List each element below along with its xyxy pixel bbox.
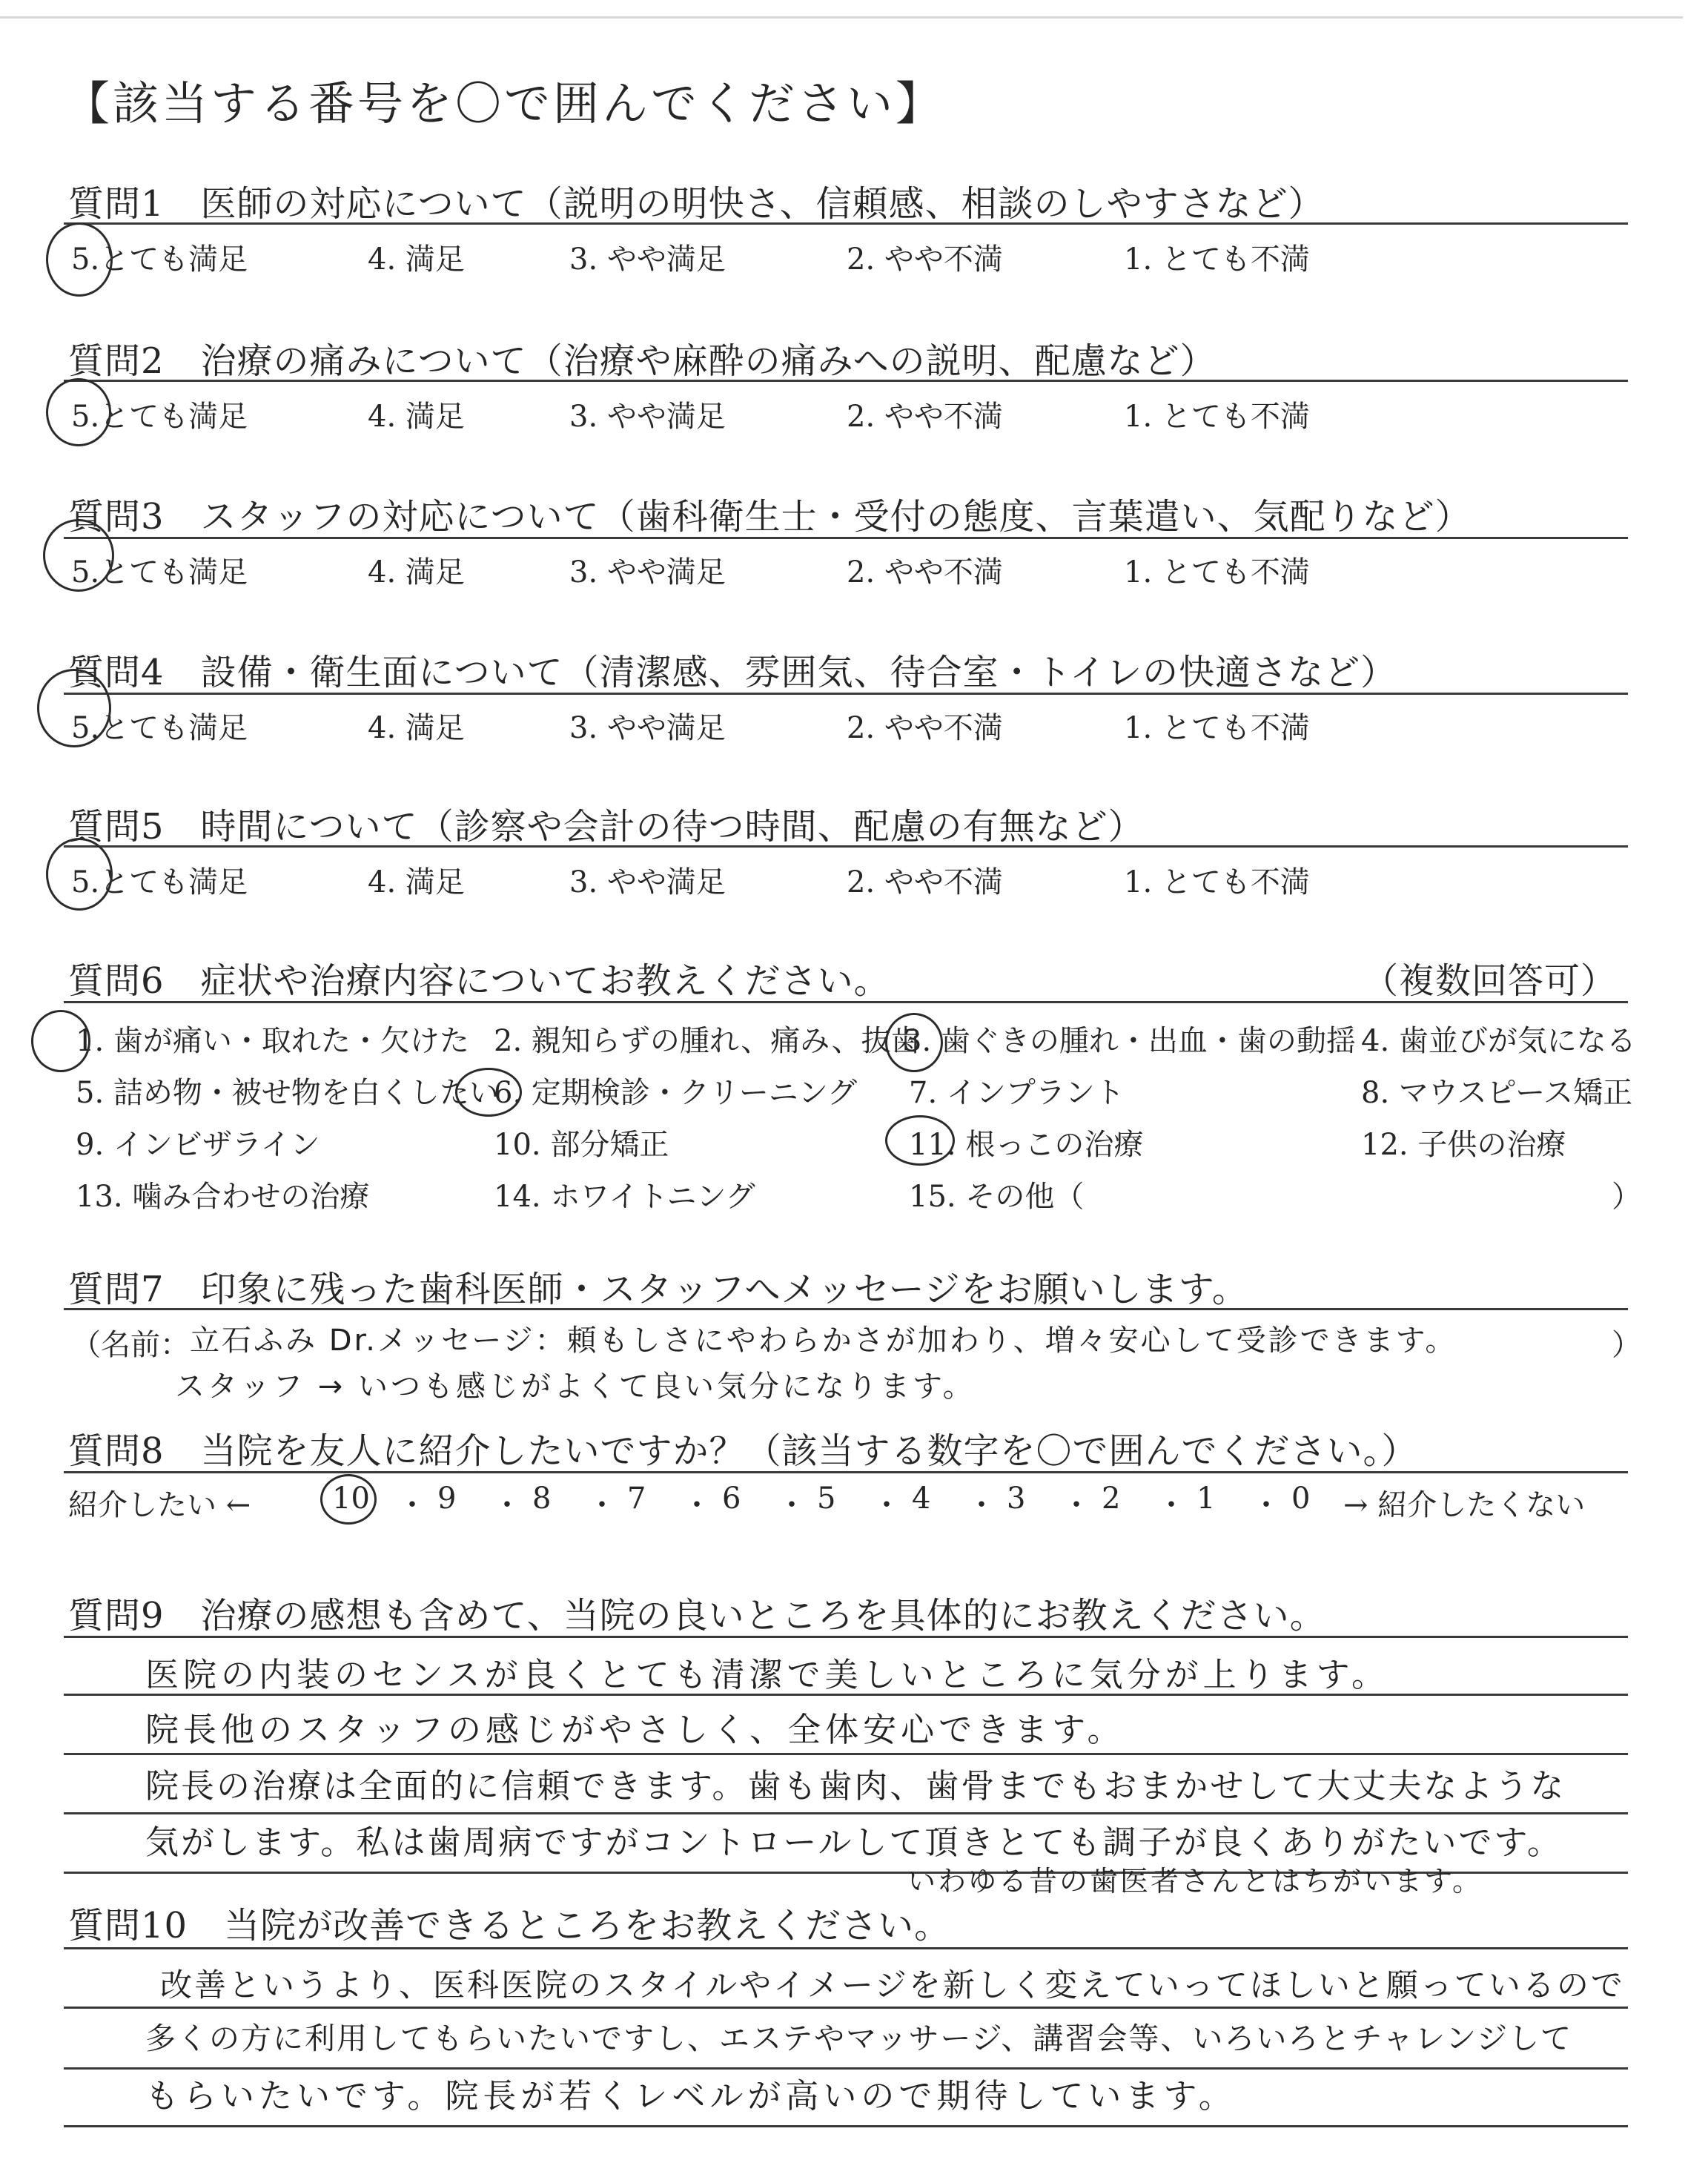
question-7-text: 質問7 印象に残った歯科医師・スタッフへメッセージをお願いします。	[68, 1269, 1248, 1310]
q6-item-1-circle	[31, 1010, 90, 1072]
q6-item-7[interactable]: 7. インプラント	[909, 1076, 1125, 1110]
question-7-rule	[64, 1308, 1628, 1310]
question-3-text: 質問3 スタッフの対応について（歯科衛生士・受付の態度、言葉遣い、気配りなど）	[68, 496, 1472, 538]
q5-option-1[interactable]: 1. とても不満	[1124, 865, 1310, 899]
scale-5[interactable]: 5	[817, 1482, 836, 1516]
q3-answer-circle	[43, 519, 114, 592]
question-5-rule	[64, 845, 1628, 848]
scale-dot: ・	[1062, 1488, 1091, 1522]
q4-option-3[interactable]: 3. やや満足	[569, 711, 726, 745]
q3-option-3[interactable]: 3. やや満足	[569, 555, 726, 589]
question-4-rule	[64, 693, 1628, 695]
q6-item-1[interactable]: 1. 歯が痛い・取れた・欠けた	[76, 1024, 469, 1058]
q3-option-5[interactable]: 5.とても満足	[71, 555, 248, 589]
q5-answer-circle	[46, 838, 113, 911]
scale-0[interactable]: 0	[1291, 1482, 1311, 1516]
q1-option-2[interactable]: 2. やや不満	[847, 242, 1003, 277]
q9-answer-line-3: 院長の治療は全面的に信頼できます。歯も歯肉、歯骨までもおまかせして大丈夫なような	[145, 1766, 1566, 1806]
q6-item-2[interactable]: 2. 親知らずの腫れ、痛み、抜歯	[494, 1024, 921, 1058]
question-8-text: 質問8 当院を友人に紹介したいですか？（該当する数字を〇で囲んでください。）	[68, 1430, 1418, 1472]
question-1-text: 質問1 医師の対応について（説明の明快さ、信頼感、相談のしやすさなど）	[68, 183, 1325, 225]
scale-dot: ・	[492, 1488, 522, 1522]
scale-10[interactable]: 10	[332, 1482, 370, 1516]
q6-item-10[interactable]: 10. 部分矯正	[494, 1128, 669, 1162]
q10-answer-line-3: もらいたいです。院長が若くレベルが高いので期待しています。	[145, 2076, 1237, 2116]
q5-option-5[interactable]: 5.とても満足	[71, 865, 248, 899]
q2-option-5[interactable]: 5.とても満足	[71, 400, 248, 434]
scale-7[interactable]: 7	[627, 1482, 646, 1516]
q6-item-6[interactable]: 6. 定期検診・クリーニング	[494, 1076, 858, 1110]
q9-ruled-line	[64, 1694, 1628, 1696]
question-6-text: 質問6 症状や治療内容についてお教えください。	[68, 960, 890, 1002]
scale-9[interactable]: 9	[437, 1482, 457, 1516]
q6-item-3-circle	[885, 1013, 943, 1072]
form-title: 【該当する番号を〇で囲んでください】	[64, 76, 945, 131]
question-2-text: 質問2 治療の痛みについて（治療や麻酔の痛みへの説明、配慮など）	[68, 340, 1217, 382]
scale-10-circle	[320, 1474, 377, 1525]
q7-message-line-2: スタッフ → いつも感じがよくて良い気分になります。	[175, 1370, 976, 1404]
q1-option-5[interactable]: 5.とても満足	[71, 242, 248, 277]
q3-option-4[interactable]: 4. 満足	[368, 555, 465, 589]
q10-answer-line-2: 多くの方に利用してもらいたいですし、エステやマッサージ、講習会等、いろいろとチャレンジして	[145, 2021, 1573, 2056]
q6-item-9[interactable]: 9. インビザライン	[76, 1128, 320, 1162]
q10-ruled-line	[64, 2007, 1628, 2009]
scale-dot: ・	[872, 1488, 901, 1522]
scale-dot: ・	[777, 1488, 807, 1522]
q7-name-prefix: （名前：	[71, 1328, 190, 1362]
scale-dot: ・	[587, 1488, 617, 1522]
q4-option-2[interactable]: 2. やや不満	[847, 711, 1003, 745]
q4-option-4[interactable]: 4. 満足	[368, 711, 465, 745]
q9-answer-line-5: いわゆる昔の歯医者さんとはちがいます。	[907, 1865, 1483, 1898]
scale-8[interactable]: 8	[532, 1482, 552, 1516]
question-4-text: 質問4 設備・衛生面について（清潔感、雰囲気、待合室・トイレの快適さなど）	[68, 652, 1397, 693]
q7-message-line-1: 立石ふみ Dr.メッセージ：頼もしさにやわらかさが加わり、増々安心して受診できます。	[190, 1324, 1457, 1358]
question-6-rule	[64, 1001, 1628, 1003]
q2-option-2[interactable]: 2. やや不満	[847, 400, 1003, 434]
recommend-left-label: 紹介したい ←	[68, 1488, 251, 1522]
q2-answer-circle	[46, 378, 111, 446]
question-9-text: 質問9 治療の感想も含めて、当院の良いところを具体的にお教えください。	[68, 1595, 1326, 1636]
q5-option-3[interactable]: 3. やや満足	[569, 865, 726, 899]
q10-answer-line-1: 改善というより、医科医院のスタイルやイメージを新しく変えていってほしいと願っているので	[160, 1967, 1625, 2004]
question-10-text: 質問10 当院が改善できるところをお教えください。	[68, 1905, 951, 1946]
question-8-rule	[64, 1471, 1628, 1473]
q6-item-14[interactable]: 14. ホワイトニング	[494, 1180, 755, 1214]
q4-option-1[interactable]: 1. とても不満	[1124, 711, 1310, 745]
q2-option-3[interactable]: 3. やや満足	[569, 400, 726, 434]
q9-ruled-line	[64, 1812, 1628, 1814]
q4-answer-circle	[37, 669, 111, 747]
q6-item-11-circle	[885, 1115, 955, 1166]
q6-item-4[interactable]: 4. 歯並びが気になる	[1361, 1024, 1636, 1058]
q6-item-8[interactable]: 8. マウスピース矯正	[1361, 1076, 1633, 1110]
q1-answer-circle	[46, 222, 113, 297]
question-1-rule	[64, 222, 1628, 225]
q5-option-2[interactable]: 2. やや不満	[847, 865, 1003, 899]
scale-dot: ・	[397, 1488, 427, 1522]
scale-6[interactable]: 6	[722, 1482, 741, 1516]
question-5-text: 質問5 時間について（診察や会計の待つ時間、配慮の有無など）	[68, 806, 1145, 848]
q3-option-2[interactable]: 2. やや不満	[847, 555, 1003, 589]
q1-option-3[interactable]: 3. やや満足	[569, 242, 726, 277]
q9-answer-line-2: 院長他のスタッフの感じがやさしく、全体安心できます。	[145, 1710, 1125, 1749]
question-2-rule	[64, 380, 1628, 382]
scale-dot: ・	[682, 1488, 712, 1522]
q1-option-4[interactable]: 4. 満足	[368, 242, 465, 277]
question-10-rule	[64, 1947, 1628, 1949]
top-edge	[0, 16, 1683, 19]
q6-item-12[interactable]: 12. 子供の治療	[1361, 1128, 1566, 1162]
q10-ruled-line	[64, 2125, 1628, 2127]
q3-option-1[interactable]: 1. とても不満	[1124, 555, 1310, 589]
q9-answer-line-4: 気がします。私は歯周病ですがコントロールして頂きとても調子が良くありがたいです。	[145, 1823, 1563, 1862]
q9-ruled-line	[64, 1753, 1628, 1755]
scale-2[interactable]: 2	[1102, 1482, 1121, 1516]
q6-item-5[interactable]: 5. 詰め物・被せ物を白くしたい	[76, 1076, 499, 1110]
scale-dot: ・	[967, 1488, 996, 1522]
q6-other-close-paren: ）	[1612, 1180, 1641, 1214]
q4-option-5[interactable]: 5.とても満足	[71, 711, 248, 745]
q6-item-15[interactable]: 15. その他（	[909, 1180, 1085, 1214]
scale-4[interactable]: 4	[912, 1482, 931, 1516]
q6-item-11[interactable]: 11. 根っこの治療	[909, 1128, 1144, 1162]
q2-option-1[interactable]: 1. とても不満	[1124, 400, 1310, 434]
q5-option-4[interactable]: 4. 満足	[368, 865, 465, 899]
q7-close-paren: ）	[1612, 1328, 1641, 1362]
q6-item-13[interactable]: 13. 噛み合わせの治療	[76, 1180, 370, 1214]
q6-item-3[interactable]: 3. 歯ぐきの腫れ・出血・歯の動揺	[903, 1024, 1356, 1058]
scale-3[interactable]: 3	[1007, 1482, 1026, 1516]
question-3-rule	[64, 537, 1628, 539]
scale-dot: ・	[1156, 1488, 1186, 1522]
scale-dot: ・	[1251, 1488, 1281, 1522]
scale-1[interactable]: 1	[1196, 1482, 1216, 1516]
q2-option-4[interactable]: 4. 満足	[368, 400, 465, 434]
question-9-rule	[64, 1636, 1628, 1638]
q9-answer-line-1: 医院の内装のセンスが良くとても清潔で美しいところに気分が上ります。	[145, 1655, 1390, 1694]
q6-item-6-circle	[455, 1068, 522, 1117]
q1-option-1[interactable]: 1. とても不満	[1124, 242, 1310, 277]
multiple-answers-note: （複数回答可）	[1363, 960, 1618, 1002]
recommend-right-label: → 紹介したくない	[1343, 1488, 1586, 1522]
